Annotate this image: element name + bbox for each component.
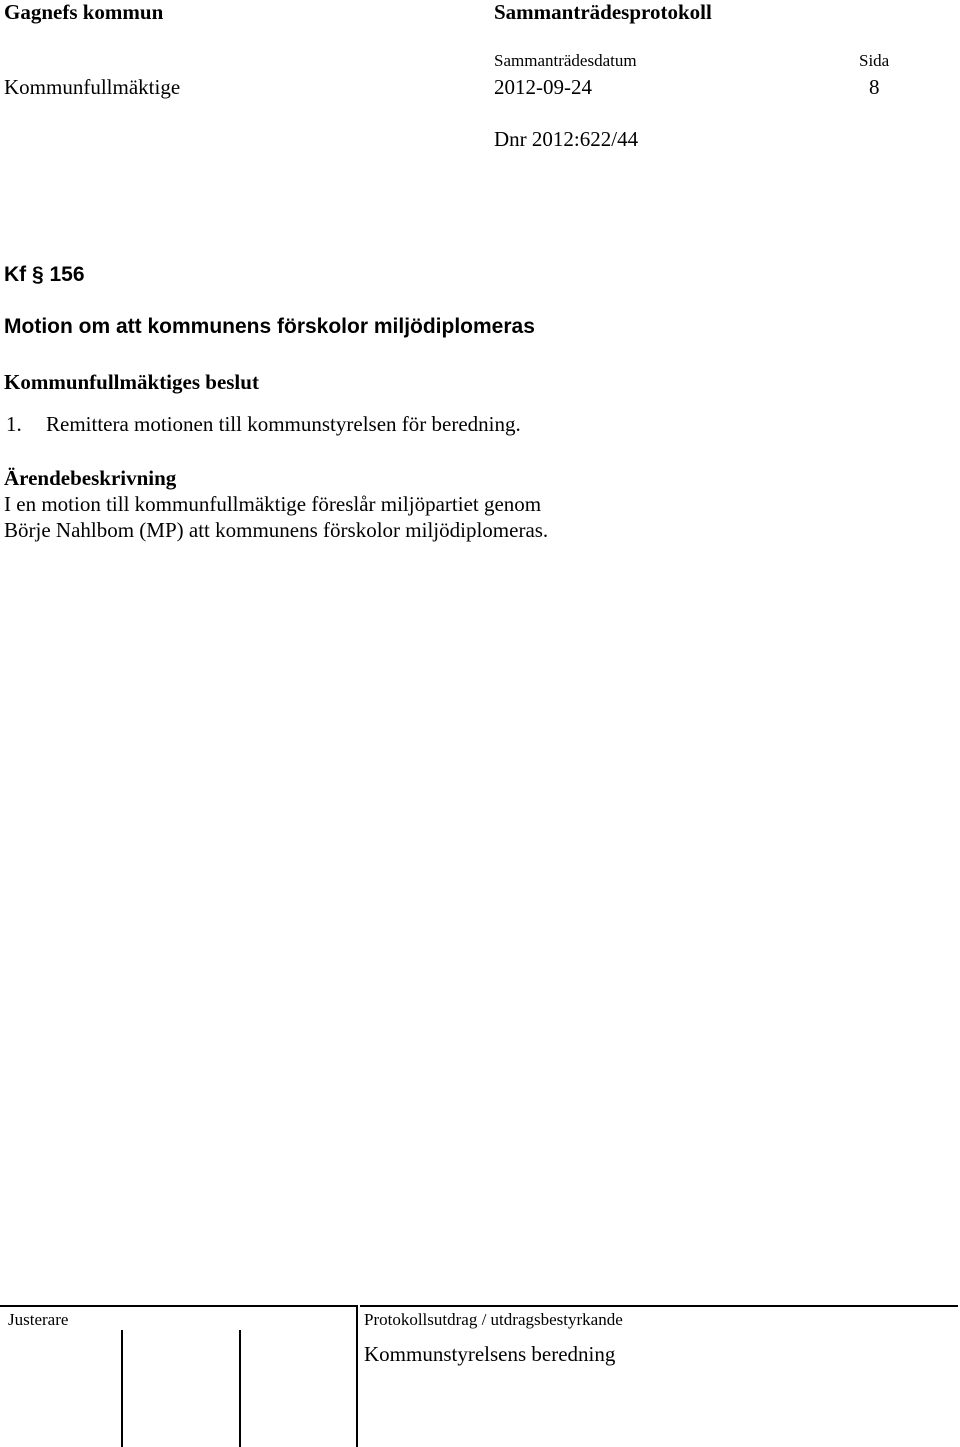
description-heading: Ärendebeskrivning bbox=[4, 466, 177, 490]
justerare-divider bbox=[121, 1330, 123, 1447]
extract-value: Kommunstyrelsens beredning bbox=[364, 1342, 616, 1366]
description-line: Börje Nahlbom (MP) att kommunens förskolor miljödiplomeras. bbox=[4, 518, 549, 542]
meeting-date: 2012-09-24 bbox=[494, 75, 592, 99]
decision-heading: Kommunfullmäktiges beslut bbox=[4, 370, 259, 394]
description-line: I en motion till kommunfullmäktige föreslår miljöpartiet genom bbox=[4, 492, 542, 516]
diary-number: Dnr 2012:622/44 bbox=[494, 127, 639, 151]
footer-rule-right bbox=[360, 1305, 958, 1307]
page-number: 8 bbox=[869, 75, 880, 99]
justerare-label: Justerare bbox=[8, 1310, 69, 1329]
motion-title: Motion om att kommunens förskolor miljödiplomeras bbox=[4, 315, 535, 338]
decision-text: Remittera motionen till kommunstyrelsen för beredning. bbox=[46, 412, 521, 436]
meeting-date-label: Sammanträdesdatum bbox=[494, 51, 637, 70]
extract-label: Protokollsutdrag / utdragsbestyrkande bbox=[364, 1310, 623, 1329]
page-label: Sida bbox=[859, 51, 890, 70]
footer-column-divider bbox=[356, 1305, 358, 1447]
body-name: Kommunfullmäktige bbox=[4, 75, 181, 99]
justerare-divider bbox=[239, 1330, 241, 1447]
organization-name: Gagnefs kommun bbox=[4, 0, 164, 24]
paragraph-reference: Kf § 156 bbox=[4, 263, 85, 286]
document-type: Sammanträdesprotokoll bbox=[494, 0, 712, 24]
decision-number: 1. bbox=[6, 412, 22, 436]
footer-rule-left bbox=[0, 1305, 356, 1307]
